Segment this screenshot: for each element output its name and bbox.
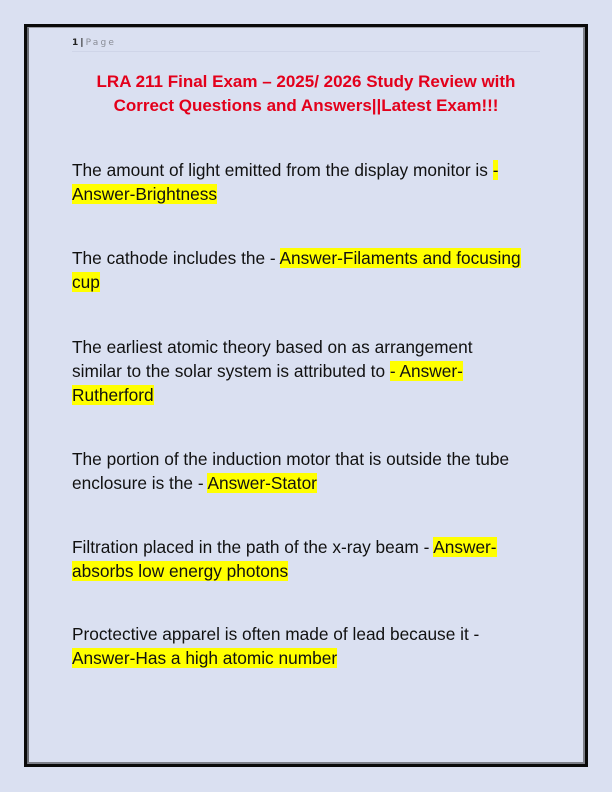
- answer-text: - Answer-Brightness: [72, 160, 499, 204]
- page-number: 1: [72, 38, 79, 48]
- answer-text: Answer-absorbs low energy photons: [72, 537, 497, 581]
- qa-item-5: [72, 535, 522, 583]
- question-text: Proctective apparel is often made of lead because it -: [72, 624, 480, 644]
- page-separator: |: [80, 38, 84, 48]
- question-text: The cathode includes the -: [72, 248, 280, 268]
- qa-item-4: [72, 447, 538, 495]
- answer-text: - Answer-Rutherford: [72, 361, 463, 405]
- qa-item-2: [72, 246, 544, 294]
- question-text: The portion of the induction motor that is outside the tube enclosure is the -: [72, 449, 510, 493]
- qa-item-1: [72, 158, 544, 206]
- question-text: The earliest atomic theory based on as arrangement similar to the solar system is attributed to: [72, 337, 473, 381]
- title-line-1: LRA 211 Final Exam – 2025/ 2026 Study Review with: [96, 72, 516, 91]
- page-header: [72, 36, 540, 52]
- question-text: Filtration placed in the path of the x-ray beam -: [72, 537, 434, 557]
- qa-item-6: [72, 622, 512, 670]
- answer-text: Answer-Filaments and focusing cup: [72, 248, 521, 292]
- question-text: The amount of light emitted from the display monitor is: [72, 160, 493, 180]
- document-title: [72, 70, 540, 118]
- answer-text: Answer-Stator: [207, 473, 317, 493]
- title-line-2: Correct Questions and Answers||Latest Exam!!!: [113, 96, 499, 115]
- qa-item-3: [72, 335, 512, 407]
- page-label: Page: [85, 38, 117, 48]
- answer-text: Answer-Has a high atomic number: [72, 648, 338, 668]
